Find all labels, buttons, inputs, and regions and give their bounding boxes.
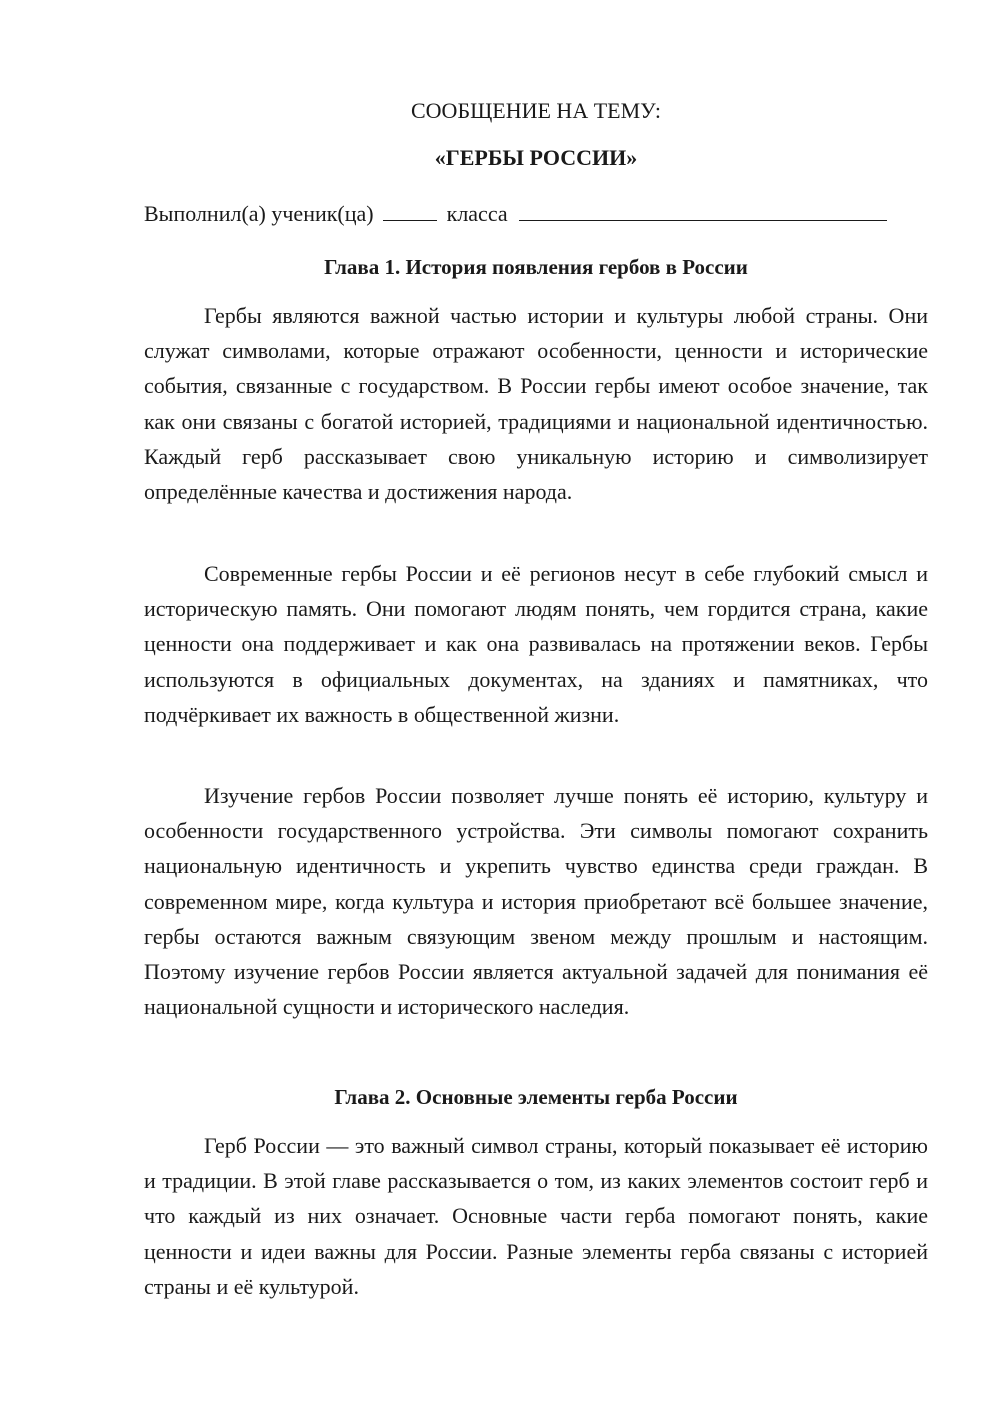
report-heading: СООБЩЕНИЕ НА ТЕМУ: — [411, 98, 661, 123]
class-label: класса — [446, 201, 508, 226]
chapter-1-paragraph-3: Изучение гербов России позволяет лучше понять её историю, культуру и особенности государственного устройства. Эти символы помогают сохранить национальную идентичность и укрепить чувство единства среди граждан. В современном мире, когда культура и история приобретают всё большее значение, гербы остаются важным связующим звеном между прошлым и настоящим. Поэтому изучение гербов России является актуальной задачей для понимания её национальной сущности и исторического наследия. — [144, 783, 928, 1020]
report-title: «ГЕРБЫ РОССИИ» — [434, 145, 638, 170]
author-label: Выполнил(а) ученик(ца) — [144, 201, 374, 226]
chapter-2-paragraph-1: Герб России — это важный символ страны, который показывает её историю и традиции. В этой главе рассказывается о том, из каких элементов состоит герб и что каждый из них означает. Основные части герба помогают понять, какие ценности и идеи важны для России. Разные элементы герба связаны с историей страны и её культурой. — [144, 1133, 928, 1299]
author-line — [144, 198, 928, 229]
chapter-1-paragraph-1: Гербы являются важной частью истории и культуры любой страны. Они служат символами, которые отражают особенности, ценности и исторические события, связанные с государством. В России гербы имеют особое значение, так как они связаны с богатой историей, традициями и национальной идентичностью. Каждый герб рассказывает свою уникальную историю и символизирует определённые качества и достижения народа. — [144, 303, 928, 505]
class-blank — [383, 198, 437, 221]
chapter-1-title: Глава 1. История появления гербов в России — [324, 255, 748, 279]
chapter-1-paragraph-2: Современные гербы России и её регионов несут в себе глубокий смысл и историческую память. Они помогают людям понять, чем гордится страна, какие ценности она поддерживает и как она развивалась на протяжении веков. Гербы используются в официальных документах, на зданиях и памятниках, что подчёркивает их важность в общественной жизни. — [144, 561, 928, 727]
name-blank — [519, 198, 887, 221]
chapter-2-title: Глава 2. Основные элементы герба России — [334, 1085, 738, 1109]
